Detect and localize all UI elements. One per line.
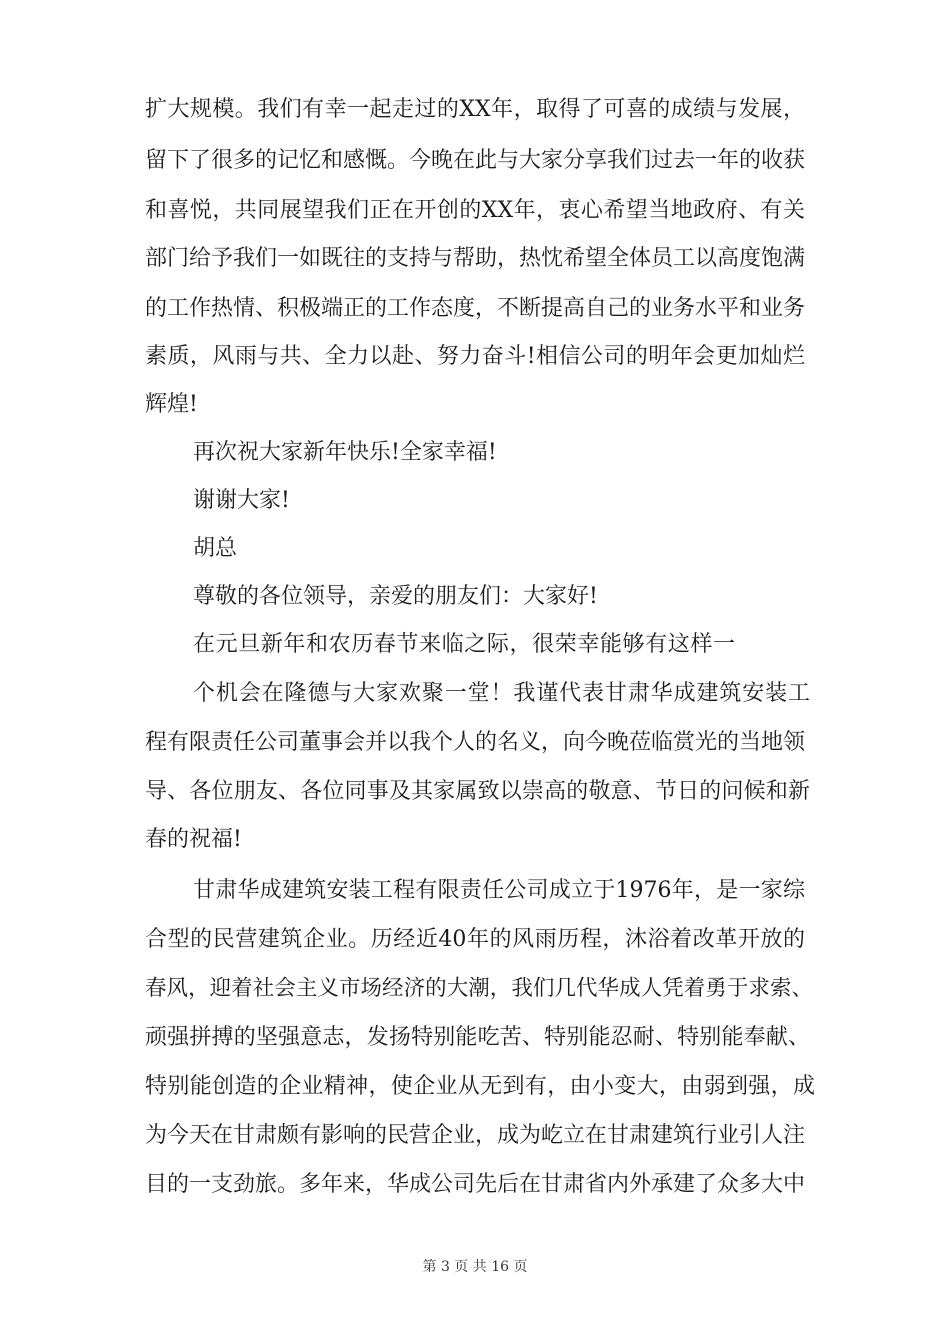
- line-text: 为今天在甘肃颇有影响的民营企业，成为屹立在甘肃建筑行业引人注: [145, 1123, 806, 1148]
- text-line: [0, 340, 950, 374]
- text-line: [0, 292, 950, 326]
- line-text: 春的祝福!: [145, 827, 242, 852]
- text-line: [0, 628, 950, 662]
- line-text: 再次祝大家新年快乐!全家幸福!: [193, 440, 497, 465]
- line-text: 扩大规模。我们有幸一起走过的XX年，取得了可喜的成绩与发展，: [145, 97, 805, 122]
- text-line: [0, 93, 950, 127]
- text-line: [0, 775, 950, 809]
- text-line: [0, 484, 950, 518]
- text-line: [0, 1070, 950, 1104]
- line-text: 的工作热情、积极端正的工作态度，不断提高自己的业务水平和业务: [145, 296, 806, 321]
- text-line: [0, 532, 950, 566]
- text-line: [0, 726, 950, 760]
- text-line: [0, 388, 950, 422]
- text-line: [0, 823, 950, 857]
- text-line: [0, 874, 950, 908]
- line-text: 部门给予我们一如既往的支持与帮助，热忱希望全体员工以高度饱满: [145, 246, 806, 271]
- line-text: 程有限责任公司董事会并以我个人的名义，向今晚莅临赏光的当地领: [145, 730, 806, 755]
- line-text: 胡总: [193, 536, 238, 561]
- text-line: [0, 1021, 950, 1055]
- text-line: [0, 923, 950, 957]
- line-text: 在元旦新年和农历春节来临之际，很荣幸能够有这样一: [193, 632, 735, 657]
- page-number-footer: 第 3 页 共 16 页: [422, 1259, 528, 1275]
- line-text: 甘肃华成建筑安装工程有限责任公司成立于1976年，是一家综: [193, 878, 805, 903]
- text-line: [0, 242, 950, 276]
- line-text: 辉煌!: [145, 392, 198, 417]
- line-text: 留下了很多的记忆和感慨。今晚在此与大家分享我们过去一年的收获: [145, 148, 806, 173]
- text-line: [0, 1119, 950, 1153]
- text-line: [0, 194, 950, 228]
- text-line: [0, 1168, 950, 1202]
- line-text: 素质，风雨与共、全力以赴、努力奋斗!相信公司的明年会更加灿烂: [145, 344, 805, 369]
- text-line: [0, 436, 950, 470]
- line-text: 个机会在隆德与大家欢聚一堂！我谨代表甘肃华成建筑安装工: [193, 681, 810, 706]
- text-line: [0, 144, 950, 178]
- line-text: 顽强拼搏的坚强意志，发扬特别能吃苦、特别能忍耐、特别能奉献、: [145, 1025, 810, 1050]
- line-text: 特别能创造的企业精神，使企业从无到有，由小变大，由弱到强，成: [145, 1074, 815, 1099]
- line-text: 和喜悦，共同展望我们正在开创的XX年，衷心希望当地政府、有关: [145, 198, 805, 223]
- line-text: 春风，迎着社会主义市场经济的大潮，我们几代华成人凭着勇于求索、: [145, 976, 813, 1001]
- line-text: 合型的民营建筑企业。历经近40年的风雨历程，沐浴着改革开放的: [145, 927, 805, 952]
- text-line: [0, 972, 950, 1006]
- line-text: 目的一支劲旅。多年来，华成公司先后在甘肃省内外承建了众多大中: [145, 1172, 806, 1197]
- line-text: 导、各位朋友、各位同事及其家属致以崇高的敬意、节日的问候和新: [145, 779, 810, 804]
- text-line: [0, 677, 950, 711]
- text-line: [0, 580, 950, 614]
- line-text: 谢谢大家!: [193, 488, 290, 513]
- line-text: 尊敬的各位领导，亲爱的朋友们：大家好!: [193, 584, 598, 609]
